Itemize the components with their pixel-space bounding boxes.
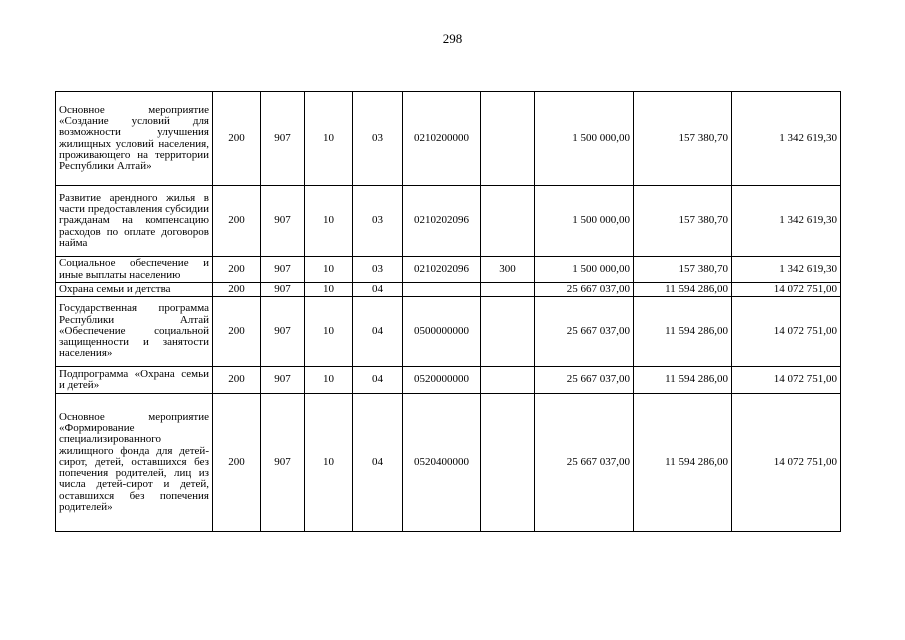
- row-name-cell: Основное мероприятие «Формирование специализированного жилищного фонда для детей-сирот, детей, оставшихся без попечения родителей, лиц из числа детей-сирот и детей, оставшихся без попечения родителей»: [56, 394, 213, 532]
- target-item-cell: 0520000000: [403, 367, 481, 394]
- admin-code-cell: 200: [213, 283, 261, 297]
- section-code-cell: 10: [305, 297, 353, 367]
- target-item-cell: [403, 283, 481, 297]
- ministry-code-cell: 907: [261, 394, 305, 532]
- plan-amount-cell: 1 500 000,00: [535, 186, 634, 257]
- table-row: [56, 394, 841, 532]
- admin-code-cell: 200: [213, 394, 261, 532]
- section-code-cell: 10: [305, 394, 353, 532]
- table-row: [56, 186, 841, 257]
- remainder-amount-cell: 1 342 619,30: [732, 92, 841, 186]
- row-name-cell: Подпрограмма «Охрана семьи и детей»: [56, 367, 213, 394]
- row-name-cell: Охрана семьи и детства: [56, 283, 213, 297]
- subsection-code-cell: 03: [353, 92, 403, 186]
- subsection-code-cell: 03: [353, 186, 403, 257]
- expense-type-cell: 300: [481, 257, 535, 283]
- expense-type-cell: [481, 367, 535, 394]
- expense-type-cell: [481, 186, 535, 257]
- admin-code-cell: 200: [213, 257, 261, 283]
- plan-amount-cell: 1 500 000,00: [535, 257, 634, 283]
- executed-amount-cell: 11 594 286,00: [634, 367, 732, 394]
- ministry-code-cell: 907: [261, 297, 305, 367]
- remainder-amount-cell: 14 072 751,00: [732, 297, 841, 367]
- ministry-code-cell: 907: [261, 92, 305, 186]
- target-item-cell: 0210200000: [403, 92, 481, 186]
- table-row: [56, 283, 841, 297]
- expense-type-cell: [481, 92, 535, 186]
- section-code-cell: 10: [305, 92, 353, 186]
- remainder-amount-cell: 1 342 619,30: [732, 257, 841, 283]
- executed-amount-cell: 157 380,70: [634, 186, 732, 257]
- row-name-cell: Основное мероприятие «Создание условий для возможности улучшения жилищных условий населения, проживающего на территории Республики Алтай»: [56, 92, 213, 186]
- table-row: [56, 257, 841, 283]
- executed-amount-cell: 157 380,70: [634, 92, 732, 186]
- remainder-amount-cell: 14 072 751,00: [732, 394, 841, 532]
- page-number: 298: [442, 31, 463, 46]
- target-item-cell: 0210202096: [403, 186, 481, 257]
- budget-table: [55, 91, 841, 532]
- table-row: [56, 367, 841, 394]
- subsection-code-cell: 04: [353, 394, 403, 532]
- subsection-code-cell: 04: [353, 367, 403, 394]
- table-row: [56, 297, 841, 367]
- row-name-cell: Развитие арендного жилья в части предоставления субсидии гражданам на компенсацию расходов по оплате договоров найма: [56, 186, 213, 257]
- row-name-cell: Социальное обеспечение и иные выплаты населению: [56, 257, 213, 283]
- subsection-code-cell: 03: [353, 257, 403, 283]
- plan-amount-cell: 25 667 037,00: [535, 297, 634, 367]
- subsection-code-cell: 04: [353, 297, 403, 367]
- row-name-cell: Государственная программа Республики Алтай «Обеспечение социальной защищенности и занятости населения»: [56, 297, 213, 367]
- executed-amount-cell: 11 594 286,00: [634, 283, 732, 297]
- expense-type-cell: [481, 283, 535, 297]
- plan-amount-cell: 25 667 037,00: [535, 283, 634, 297]
- subsection-code-cell: 04: [353, 283, 403, 297]
- expense-type-cell: [481, 394, 535, 532]
- expense-type-cell: [481, 297, 535, 367]
- ministry-code-cell: 907: [261, 257, 305, 283]
- admin-code-cell: 200: [213, 367, 261, 394]
- ministry-code-cell: 907: [261, 367, 305, 394]
- ministry-code-cell: 907: [261, 283, 305, 297]
- executed-amount-cell: 157 380,70: [634, 257, 732, 283]
- plan-amount-cell: 25 667 037,00: [535, 367, 634, 394]
- plan-amount-cell: 25 667 037,00: [535, 394, 634, 532]
- section-code-cell: 10: [305, 257, 353, 283]
- admin-code-cell: 200: [213, 92, 261, 186]
- target-item-cell: 0210202096: [403, 257, 481, 283]
- table-row: [56, 92, 841, 186]
- plan-amount-cell: 1 500 000,00: [535, 92, 634, 186]
- admin-code-cell: 200: [213, 186, 261, 257]
- section-code-cell: 10: [305, 283, 353, 297]
- ministry-code-cell: 907: [261, 186, 305, 257]
- section-code-cell: 10: [305, 186, 353, 257]
- executed-amount-cell: 11 594 286,00: [634, 297, 732, 367]
- executed-amount-cell: 11 594 286,00: [634, 394, 732, 532]
- target-item-cell: 0500000000: [403, 297, 481, 367]
- remainder-amount-cell: 1 342 619,30: [732, 186, 841, 257]
- remainder-amount-cell: 14 072 751,00: [732, 367, 841, 394]
- section-code-cell: 10: [305, 367, 353, 394]
- target-item-cell: 0520400000: [403, 394, 481, 532]
- remainder-amount-cell: 14 072 751,00: [732, 283, 841, 297]
- admin-code-cell: 200: [213, 297, 261, 367]
